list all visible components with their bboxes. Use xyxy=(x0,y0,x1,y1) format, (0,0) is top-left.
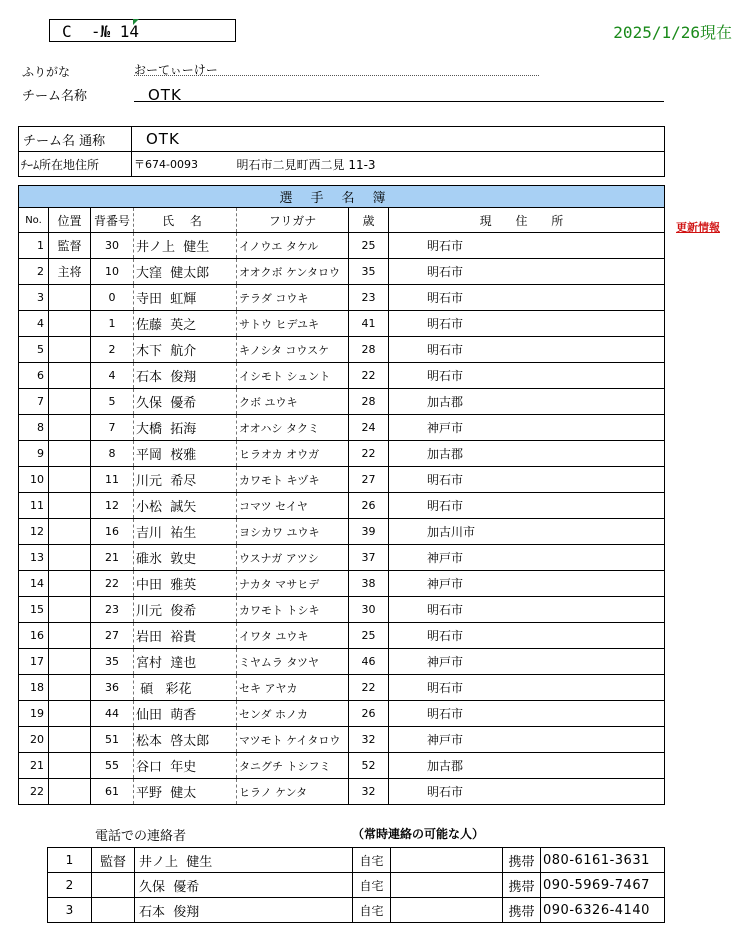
player-address: 神戸市 xyxy=(389,545,665,571)
player-kana: オオクボ ケンタロウ xyxy=(237,259,349,285)
contact-note: （常時連絡の可能な人） xyxy=(352,827,485,841)
table-row xyxy=(19,701,665,727)
home-phone xyxy=(391,873,503,898)
team-name-label: チーム名称 xyxy=(22,89,88,104)
player-address: 加古川市 xyxy=(389,519,665,545)
mobile-phone: 090-5969-7467 xyxy=(541,873,665,898)
player-age: 28 xyxy=(349,389,389,415)
col-no-header: No. xyxy=(19,208,49,233)
player-age: 39 xyxy=(349,519,389,545)
c-number-box: C -№ 14 xyxy=(49,19,236,42)
player-name: 松本 啓太郎 xyxy=(134,727,237,753)
player-no: 7 xyxy=(19,389,49,415)
player-address: 明石市 xyxy=(389,337,665,363)
player-name: 平岡 桜雅 xyxy=(134,441,237,467)
player-no: 10 xyxy=(19,467,49,493)
player-kana: タニグチ トシフミ xyxy=(237,753,349,779)
player-kana: イワタ ユウキ xyxy=(237,623,349,649)
mobile-label: 携帯 xyxy=(503,898,541,923)
player-position xyxy=(49,467,91,493)
player-kana: カワモト トシキ xyxy=(237,597,349,623)
player-address: 明石市 xyxy=(389,259,665,285)
player-number: 10 xyxy=(91,259,134,285)
player-position xyxy=(49,285,91,311)
player-no: 18 xyxy=(19,675,49,701)
player-number: 1 xyxy=(91,311,134,337)
player-position xyxy=(49,571,91,597)
table-row xyxy=(19,675,665,701)
col-age-header: 歳 xyxy=(349,208,389,233)
col-number-header: 背番号 xyxy=(91,208,134,233)
contact-no: 1 xyxy=(48,848,92,873)
player-age: 37 xyxy=(349,545,389,571)
player-number: 36 xyxy=(91,675,134,701)
player-position xyxy=(49,727,91,753)
contact-table xyxy=(47,847,665,923)
player-age: 35 xyxy=(349,259,389,285)
table-row xyxy=(19,389,665,415)
contact-label: 電話での連絡者 xyxy=(95,829,187,844)
home-label: 自宅 xyxy=(353,848,391,873)
update-info-link[interactable]: 更新情報 xyxy=(676,221,720,234)
player-address: 加古郡 xyxy=(389,753,665,779)
player-number: 30 xyxy=(91,233,134,259)
player-no: 16 xyxy=(19,623,49,649)
player-position: 主将 xyxy=(49,259,91,285)
player-name: 大窪 健太郎 xyxy=(134,259,237,285)
player-no: 3 xyxy=(19,285,49,311)
player-name: 川元 俊希 xyxy=(134,597,237,623)
player-address: 神戸市 xyxy=(389,571,665,597)
table-row xyxy=(19,415,665,441)
player-address: 明石市 xyxy=(389,779,665,805)
player-position: 監督 xyxy=(49,233,91,259)
roster-title: 選手名簿 xyxy=(19,186,665,208)
home-phone xyxy=(391,898,503,923)
table-row xyxy=(19,727,665,753)
player-position xyxy=(49,519,91,545)
player-kana: カワモト キヅキ xyxy=(237,467,349,493)
player-name: 久保 優希 xyxy=(134,389,237,415)
player-number: 55 xyxy=(91,753,134,779)
player-name: 中田 雅英 xyxy=(134,571,237,597)
player-no: 6 xyxy=(19,363,49,389)
player-address: 明石市 xyxy=(389,285,665,311)
player-no: 5 xyxy=(19,337,49,363)
player-position xyxy=(49,623,91,649)
player-address: 神戸市 xyxy=(389,649,665,675)
cell-comment-marker xyxy=(133,19,139,25)
player-name: 井ノ上 健生 xyxy=(134,233,237,259)
player-position xyxy=(49,675,91,701)
contact-position xyxy=(92,873,135,898)
team-info-table xyxy=(18,126,665,177)
player-kana: テラダ コウキ xyxy=(237,285,349,311)
player-age: 30 xyxy=(349,597,389,623)
player-address: 加古郡 xyxy=(389,389,665,415)
player-age: 22 xyxy=(349,363,389,389)
table-row xyxy=(19,753,665,779)
team-name-value: OTK xyxy=(134,86,664,102)
player-name: 佐藤 英之 xyxy=(134,311,237,337)
player-no: 20 xyxy=(19,727,49,753)
contact-row xyxy=(48,898,665,923)
player-name: 木下 航介 xyxy=(134,337,237,363)
contact-position: 監督 xyxy=(92,848,135,873)
player-number: 27 xyxy=(91,623,134,649)
col-kana-header: フリガナ xyxy=(237,208,349,233)
location-label: ﾁｰﾑ所在地住所 xyxy=(19,152,132,177)
furigana-value: おーてぃーけー xyxy=(134,61,539,76)
player-number: 35 xyxy=(91,649,134,675)
player-position xyxy=(49,649,91,675)
player-address: 加古郡 xyxy=(389,441,665,467)
player-name: 川元 希尽 xyxy=(134,467,237,493)
player-kana: サトウ ヒデユキ xyxy=(237,311,349,337)
as-of-date: 2025/1/26現在 xyxy=(613,23,732,42)
player-kana: イノウエ タケル xyxy=(237,233,349,259)
player-address: 明石市 xyxy=(389,701,665,727)
player-kana: ミヤムラ タツヤ xyxy=(237,649,349,675)
nickname-value: OTK xyxy=(132,127,665,152)
player-kana: クボ ユウキ xyxy=(237,389,349,415)
table-row xyxy=(19,623,665,649)
player-position xyxy=(49,441,91,467)
player-age: 32 xyxy=(349,727,389,753)
player-number: 61 xyxy=(91,779,134,805)
nickname-label: チーム名 通称 xyxy=(19,127,132,152)
table-row xyxy=(19,363,665,389)
player-number: 16 xyxy=(91,519,134,545)
player-number: 11 xyxy=(91,467,134,493)
table-row xyxy=(19,337,665,363)
table-row xyxy=(19,441,665,467)
player-address: 神戸市 xyxy=(389,727,665,753)
player-number: 7 xyxy=(91,415,134,441)
home-label: 自宅 xyxy=(353,898,391,923)
player-name: 小松 誠矢 xyxy=(134,493,237,519)
player-name: 岩田 裕貴 xyxy=(134,623,237,649)
player-address: 明石市 xyxy=(389,597,665,623)
home-phone xyxy=(391,848,503,873)
player-address: 明石市 xyxy=(389,363,665,389)
player-age: 22 xyxy=(349,441,389,467)
player-position xyxy=(49,753,91,779)
col-position-header: 位置 xyxy=(49,208,91,233)
player-number: 5 xyxy=(91,389,134,415)
table-row xyxy=(19,649,665,675)
player-address: 明石市 xyxy=(389,675,665,701)
player-age: 27 xyxy=(349,467,389,493)
player-number: 44 xyxy=(91,701,134,727)
player-no: 9 xyxy=(19,441,49,467)
player-age: 26 xyxy=(349,493,389,519)
player-no: 22 xyxy=(19,779,49,805)
player-age: 23 xyxy=(349,285,389,311)
player-number: 4 xyxy=(91,363,134,389)
player-address: 明石市 xyxy=(389,493,665,519)
player-number: 8 xyxy=(91,441,134,467)
col-address-header: 現 住 所 xyxy=(389,208,665,233)
player-no: 1 xyxy=(19,233,49,259)
contact-no: 3 xyxy=(48,898,92,923)
table-row xyxy=(19,467,665,493)
player-name: 平野 健太 xyxy=(134,779,237,805)
player-age: 26 xyxy=(349,701,389,727)
player-position xyxy=(49,363,91,389)
player-no: 13 xyxy=(19,545,49,571)
player-position xyxy=(49,779,91,805)
contact-no: 2 xyxy=(48,873,92,898)
player-position xyxy=(49,337,91,363)
player-name: 宮村 達也 xyxy=(134,649,237,675)
player-age: 25 xyxy=(349,623,389,649)
player-kana: マツモト ケイタロウ xyxy=(237,727,349,753)
address-value: 明石市二見町西二見 11-3 xyxy=(237,152,665,177)
player-name: 谷口 年史 xyxy=(134,753,237,779)
contact-name: 久保 優希 xyxy=(135,873,353,898)
player-position xyxy=(49,389,91,415)
player-name: 仙田 萌香 xyxy=(134,701,237,727)
player-number: 23 xyxy=(91,597,134,623)
player-kana: センダ ホノカ xyxy=(237,701,349,727)
player-age: 32 xyxy=(349,779,389,805)
player-number: 12 xyxy=(91,493,134,519)
player-number: 2 xyxy=(91,337,134,363)
player-name: 碓氷 敦史 xyxy=(134,545,237,571)
table-row xyxy=(19,779,665,805)
table-row xyxy=(19,597,665,623)
player-age: 41 xyxy=(349,311,389,337)
player-age: 22 xyxy=(349,675,389,701)
mobile-phone: 080-6161-3631 xyxy=(541,848,665,873)
player-name: 碩 彩花 xyxy=(134,675,237,701)
player-age: 46 xyxy=(349,649,389,675)
roster-header-row xyxy=(19,208,665,233)
player-no: 2 xyxy=(19,259,49,285)
player-no: 4 xyxy=(19,311,49,337)
player-no: 8 xyxy=(19,415,49,441)
player-name: 寺田 虹輝 xyxy=(134,285,237,311)
player-no: 21 xyxy=(19,753,49,779)
player-no: 19 xyxy=(19,701,49,727)
table-row xyxy=(19,519,665,545)
player-address: 神戸市 xyxy=(389,415,665,441)
player-position xyxy=(49,545,91,571)
player-address: 明石市 xyxy=(389,233,665,259)
contact-row xyxy=(48,848,665,873)
contact-position xyxy=(92,898,135,923)
player-address: 明石市 xyxy=(389,467,665,493)
player-address: 明石市 xyxy=(389,623,665,649)
player-age: 52 xyxy=(349,753,389,779)
player-no: 17 xyxy=(19,649,49,675)
player-age: 38 xyxy=(349,571,389,597)
roster-table xyxy=(18,185,665,805)
player-kana: ナカタ マサヒデ xyxy=(237,571,349,597)
player-position xyxy=(49,701,91,727)
player-kana: コマツ セイヤ xyxy=(237,493,349,519)
table-row xyxy=(19,545,665,571)
player-no: 11 xyxy=(19,493,49,519)
player-address: 明石市 xyxy=(389,311,665,337)
player-number: 22 xyxy=(91,571,134,597)
player-number: 0 xyxy=(91,285,134,311)
player-number: 21 xyxy=(91,545,134,571)
player-no: 15 xyxy=(19,597,49,623)
player-kana: セキ アヤカ xyxy=(237,675,349,701)
player-name: 吉川 祐生 xyxy=(134,519,237,545)
postal-code: 〒674-0093 xyxy=(132,152,237,177)
player-position xyxy=(49,597,91,623)
player-name: 石本 俊翔 xyxy=(134,363,237,389)
table-row xyxy=(19,259,665,285)
player-kana: ヒラオカ オウガ xyxy=(237,441,349,467)
table-row xyxy=(19,233,665,259)
player-kana: イシモト シュント xyxy=(237,363,349,389)
table-row xyxy=(19,571,665,597)
table-row xyxy=(19,285,665,311)
player-position xyxy=(49,493,91,519)
player-age: 28 xyxy=(349,337,389,363)
mobile-label: 携帯 xyxy=(503,848,541,873)
player-kana: ヒラノ ケンタ xyxy=(237,779,349,805)
player-kana: キノシタ コウスケ xyxy=(237,337,349,363)
player-no: 12 xyxy=(19,519,49,545)
table-row xyxy=(19,493,665,519)
table-row xyxy=(19,311,665,337)
player-position xyxy=(49,415,91,441)
player-name: 大橋 拓海 xyxy=(134,415,237,441)
player-kana: オオハシ タクミ xyxy=(237,415,349,441)
player-kana: ヨシカワ ユウキ xyxy=(237,519,349,545)
player-number: 51 xyxy=(91,727,134,753)
player-no: 14 xyxy=(19,571,49,597)
player-age: 24 xyxy=(349,415,389,441)
player-position xyxy=(49,311,91,337)
home-label: 自宅 xyxy=(353,873,391,898)
mobile-label: 携帯 xyxy=(503,873,541,898)
player-age: 25 xyxy=(349,233,389,259)
contact-row xyxy=(48,873,665,898)
contact-name: 石本 俊翔 xyxy=(135,898,353,923)
furigana-label: ふりがな xyxy=(22,65,71,79)
contact-name: 井ノ上 健生 xyxy=(135,848,353,873)
mobile-phone: 090-6326-4140 xyxy=(541,898,665,923)
player-kana: ウスナガ アツシ xyxy=(237,545,349,571)
col-name-header: 氏 名 xyxy=(134,208,237,233)
